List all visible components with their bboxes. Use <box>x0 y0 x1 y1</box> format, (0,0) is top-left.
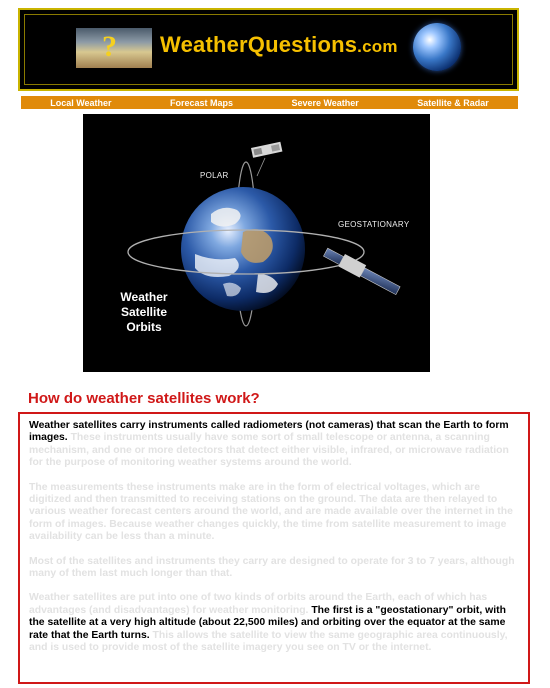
logo-sky-image <box>76 28 152 68</box>
site-name: WeatherQuestions <box>160 32 358 57</box>
article-paragraph <box>29 482 520 544</box>
satellite-orbits-image <box>83 114 430 372</box>
caption-line: Orbits <box>126 320 162 334</box>
polar-label: POLAR <box>200 171 229 180</box>
faded-text: This allows the satellite to view the same geographic area continuously, and is used to provide most of the satellite imagery you see on TV or the internet. <box>29 629 508 654</box>
caption-line: Satellite <box>120 305 168 319</box>
article-paragraph <box>29 420 520 470</box>
globe-icon <box>413 23 461 71</box>
highlighted-text: Weather satellites carry instruments called radiometers (not cameras) that scan the Earth to form images. <box>29 420 509 444</box>
geostationary-label: GEOSTATIONARY <box>338 220 410 229</box>
nav-local-weather[interactable]: Local Weather <box>50 97 112 108</box>
nav-forecast-maps[interactable]: Forecast Maps <box>169 97 234 108</box>
article-heading: How do weather satellites work? <box>28 390 260 407</box>
faded-text: Most of the satellites and instruments they carry are designed to operate for 3 to 7 years, although many of them last much longer than that. <box>29 555 515 580</box>
nav-severe-weather[interactable]: Severe Weather <box>291 97 359 108</box>
article-paragraph <box>29 556 520 581</box>
faded-text: Weather satellites are put into one of two kinds of orbits around the Earth, each of which has advantages (and disadvantages) for weather monitoring. <box>29 592 488 616</box>
question-mark-icon: ? <box>102 30 117 63</box>
highlighted-text: The first is a "geostationary" orbit, with the satellite at a very high altitude (about 22,500 miles) and orbiting over the equator at the same rate that the Earth turns. <box>29 604 506 641</box>
caption-line: Weather <box>120 290 168 304</box>
site-tld: .com <box>357 37 398 56</box>
article-paragraph <box>29 592 520 654</box>
orbits-caption <box>99 290 189 335</box>
faded-text: These instruments usually have some sort of small telescope or antenna, a scanning mechanism, and one or more detectors that detect either visible, infrared, or microwave radiation for the purpose of monitoring weather systems around the world. <box>29 432 509 469</box>
faded-text: The measurements these instruments make are in the form of electrical voltages, which are digitized and then transmitted to receiving stations on the ground. The data are then relayed to various weather forecast centers around the world, and are made available over the internet in the form of images. Because weather changes quickly, the time from satellite measurement to image availability can be less than a minute. <box>29 481 513 543</box>
main-nav <box>21 96 518 109</box>
site-logo-text[interactable] <box>160 32 398 58</box>
nav-satellite-radar[interactable]: Satellite & Radar <box>417 97 489 108</box>
article-content-box <box>18 412 530 684</box>
site-banner[interactable] <box>18 8 519 91</box>
